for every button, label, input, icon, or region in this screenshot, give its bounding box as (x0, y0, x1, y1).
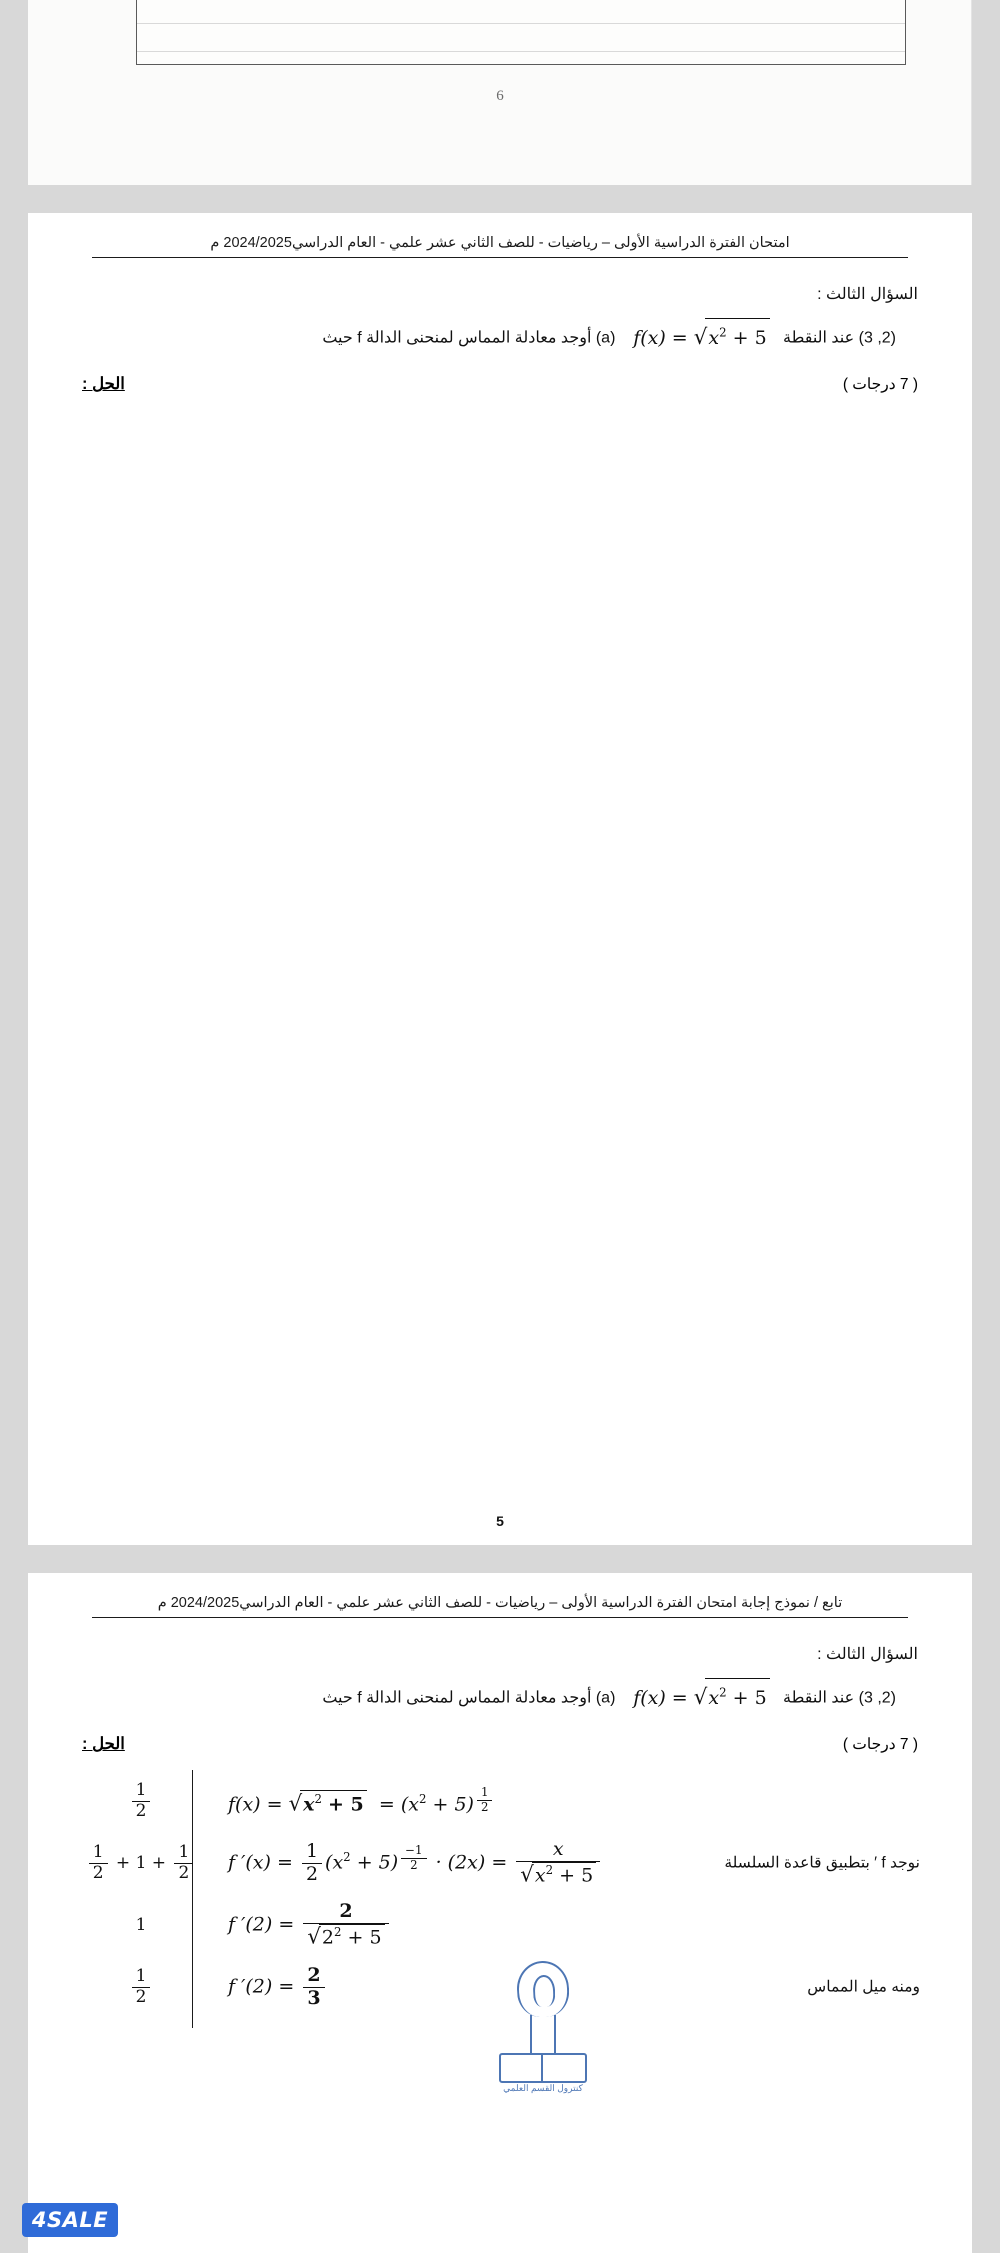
question-point: (2, 3) (858, 329, 896, 347)
solution-work-area (74, 1770, 926, 2018)
step-note: نوجد f ′ بتطبيق قاعدة السلسلة (724, 1854, 920, 1872)
step-mark: $\frac{1}{2}$ (82, 1781, 200, 1821)
page-gap (0, 1545, 1000, 1573)
step-mark: $\frac{1}{2}$ (82, 1967, 200, 2007)
question-part-text: (a) أوجد معادلة المماس لمنحنى الدالة f حيث (322, 1689, 616, 1707)
solution-label: الحل : (82, 1735, 125, 1754)
solution-step-row (82, 1770, 926, 1832)
solution-step-row (82, 1956, 926, 2018)
solution-step-row (82, 1894, 926, 1956)
step-expression: f ′(2) = $\frac{2}{√2^2 + 5}$ (200, 1901, 926, 1950)
exam-answer-page (28, 1573, 972, 2253)
step-expression: f ′(2) = $\frac{2}{3}$ ومنه ميل المماس (228, 1964, 920, 2009)
question-title: السؤال الثالث : (817, 1646, 918, 1663)
scanned-page-fragment (28, 0, 972, 185)
question-part-text: (a) أوجد معادلة المماس لمنحنى الدالة f حيث (322, 329, 616, 347)
watermark-badge (22, 2203, 118, 2237)
handwritten-note (305, 0, 730, 16)
exam-question-page (28, 213, 972, 1545)
step-mark: $\frac{1}{2}$ + 1 + $\frac{1}{2}$ (82, 1843, 200, 1883)
question-title: السؤال الثالث : (817, 286, 918, 303)
step-expression: $f(x) = √x^2 + 5 = (x^2 + 5)$ $^{\frac{1}{2}}$ (200, 1786, 926, 1816)
rule-line (137, 23, 905, 24)
page-edge (971, 0, 972, 185)
book-shape (499, 2053, 587, 2083)
solution-row (82, 1734, 918, 1754)
question-marks: ( 7 درجات ) (842, 376, 918, 394)
exam-page-header: تابع / نموذج إجابة امتحان الفترة الدراسية الأولى – رياضيات - للصف الثاني عشر علمي - العام الدراسي2024/2025 م (92, 1595, 908, 1618)
exam-page-header: امتحان الفترة الدراسية الأولى – رياضيات - للصف الثاني عشر علمي - العام الدراسي2024/2025 م (92, 235, 908, 258)
question-function-expression: $f(x) = √x^2 + 5$ (633, 1678, 769, 1718)
question-point: (2, 3) (858, 1689, 896, 1707)
watermark-label: 4SALE (31, 2208, 109, 2232)
rule-line (137, 51, 905, 52)
question-at-point-label: عند النقطة (783, 1689, 855, 1707)
solution-row (82, 374, 918, 394)
step-note: ومنه ميل المماس (807, 1978, 920, 1996)
question-marks: ( 7 درجات ) (842, 1736, 918, 1754)
question-statement (82, 1678, 896, 1718)
stamp-label: كنترول القسم العلمي (503, 2083, 583, 2093)
solution-label: الحل : (82, 375, 125, 394)
question-function-expression: $f(x) = √x^2 + 5$ (633, 318, 769, 358)
page-gap (0, 185, 1000, 213)
solution-step-row (82, 1832, 926, 1894)
page-number: 5 (496, 1513, 504, 1529)
question-statement (82, 318, 896, 358)
step-mark: 1 (135, 1915, 147, 1936)
torch-shape (530, 2015, 556, 2055)
step-expression: f ′(x) = $\frac{1}{2}$ $(x^2 + 5)$ $^{\frac{-1}{2}}$ · (2x) = $\frac{x}{√x^2 + 5}$ نوجد f ′ بتطبيق قاعدة السلسلة (228, 1838, 920, 1888)
scan-page-number: 6 (496, 88, 504, 104)
question-at-point-label: عند النقطة (783, 329, 855, 347)
